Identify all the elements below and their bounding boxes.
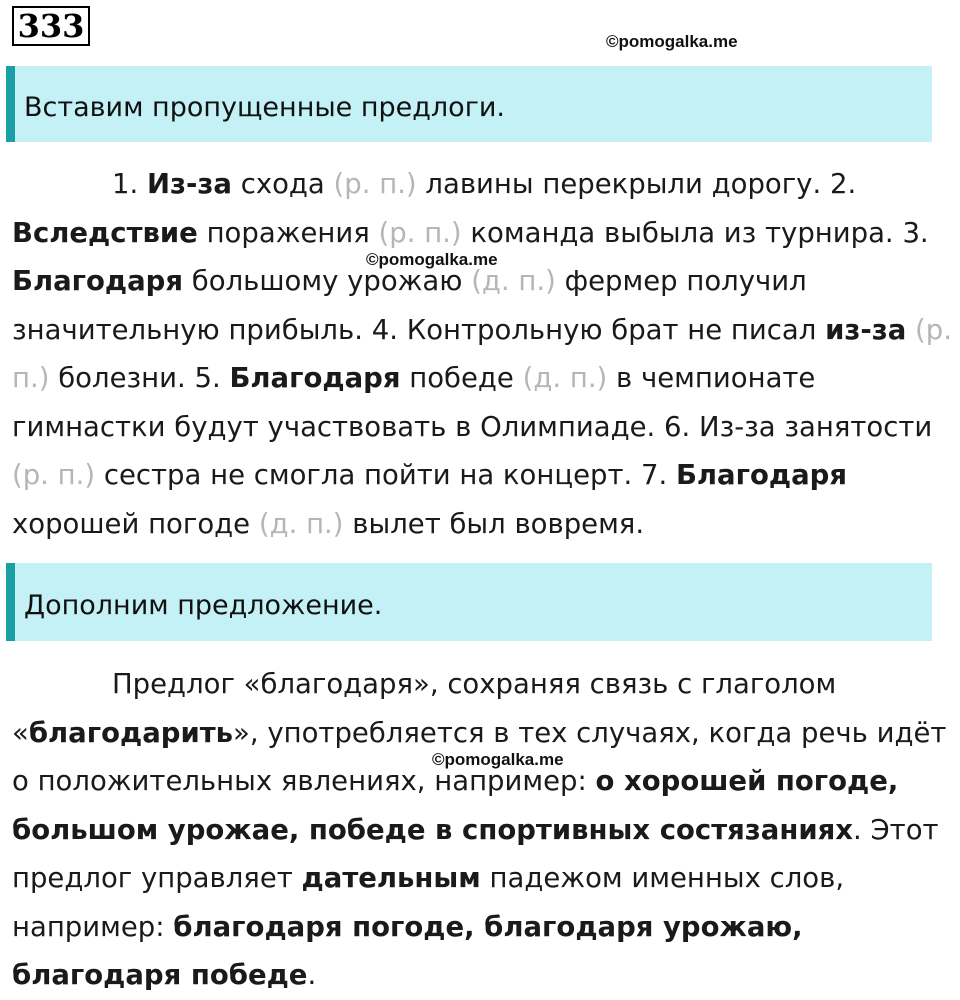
case-note-6: (р. п.) [12, 459, 96, 491]
rule-text-5: . [307, 959, 317, 991]
sentence-3-part-a: большому урожаю [191, 265, 463, 297]
sentence-6-part-a: Из-за занятости [699, 410, 933, 443]
sentence-6-part-b: сестра не смогла пойти на концерт. [103, 459, 633, 491]
sentence-6-number: 6. [664, 410, 691, 443]
preposition-1: Из-за [147, 168, 232, 200]
sentence-1-part-b: лавины перекрыли дорогу. [425, 168, 822, 200]
case-note-7: (д. п.) [258, 507, 344, 540]
case-note-1: (р. п.) [333, 168, 417, 200]
watermark-middle: ©pomogalka.me [366, 250, 498, 269]
sentence-7-part-b: вылет был вовремя. [352, 507, 645, 540]
watermark-bottom: ©pomogalka.me [432, 750, 564, 769]
rule-text-3: . Этот предлог управляет [12, 813, 939, 894]
sentence-2-part-b: команда выбыла из турнира. [470, 216, 894, 249]
rule-text-2: », употребляется в тех случаях, когда речь идёт о положительных явлениях, например: [12, 716, 947, 797]
exercise-number: 333 [12, 6, 90, 46]
rule-text-4: падежом именных слов, например: [12, 862, 845, 943]
sentence-4-part-a: Контрольную брат не писал [406, 313, 817, 346]
sentence-4-number: 4. [371, 313, 398, 346]
preposition-5: Благодаря [229, 362, 401, 394]
rule-text-1: Предлог «благодаря», сохраняя связь с глаголом « [12, 668, 837, 749]
rule-bold-examples: о хорошей погоде, большом урожае, победе в спортивных состязаниях [12, 765, 899, 846]
sentence-7-number: 7. [640, 459, 668, 491]
sentence-5-number: 5. [194, 362, 221, 394]
preposition-3: Благодаря [12, 265, 184, 297]
case-note-2: (р. п.) [378, 216, 462, 249]
preposition-7: Благодаря [675, 459, 847, 491]
rule-bold-phrases: благодаря погоде, благодаря урожаю, благодаря победе [12, 910, 803, 991]
sentence-5-part-b: в чемпионате гимнастки будут участвовать в Олимпиаде. [12, 362, 816, 443]
sentence-4-part-b: болезни. [58, 362, 186, 394]
section-heading-complete-sentence: Дополним предложение. [6, 563, 932, 641]
watermark-top: ©pomogalka.me [606, 32, 738, 51]
sentence-7-part-a: хорошей погоде [12, 507, 251, 540]
case-note-5: (д. п.) [522, 362, 608, 394]
rule-paragraph [12, 660, 952, 1000]
answer-paragraph [12, 160, 952, 548]
sentence-3-part-b: фермер получил значительную прибыль. [12, 265, 807, 346]
sentence-1-part-a: схода [240, 168, 325, 200]
preposition-4: из-за [825, 313, 907, 346]
sentence-1-number: 1. [112, 168, 139, 200]
sentence-3-number: 3. [902, 216, 929, 249]
case-note-4: (р. п.) [12, 313, 952, 394]
preposition-2: Вследствие [12, 216, 198, 249]
sentence-2-number: 2. [829, 168, 857, 200]
case-note-3: (д. п.) [471, 265, 556, 297]
sentence-5-part-a: победе [409, 362, 514, 394]
section-heading-insert-prepositions: Вставим пропущенные предлоги. [6, 66, 932, 142]
rule-bold-case: дательным [301, 862, 481, 894]
rule-bold-verb: благодарить [28, 716, 234, 749]
sentence-2-part-a: поражения [206, 216, 370, 249]
